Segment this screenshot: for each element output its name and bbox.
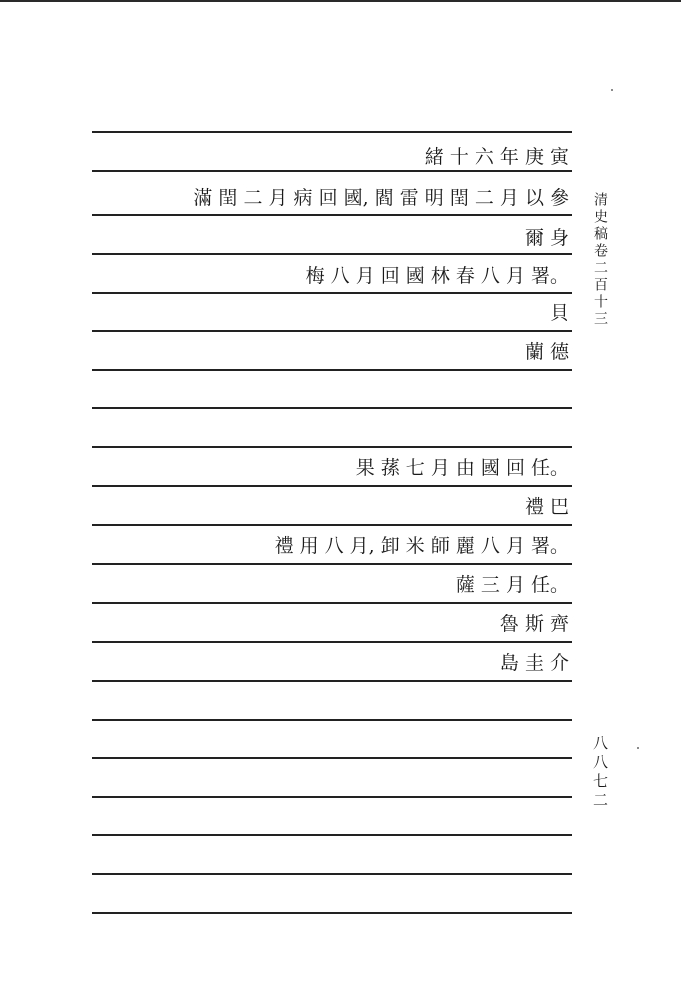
scan-speck — [637, 747, 639, 749]
rule-line — [92, 214, 572, 216]
row-text: 果 蓀 七 月 由 國 回 任。 — [355, 456, 569, 479]
rule-line — [92, 485, 572, 487]
table-row — [356, 450, 569, 482]
running-title: 清史稿卷二百十三 — [592, 192, 608, 328]
table-row — [525, 220, 569, 252]
rule-line — [92, 131, 572, 133]
rule-line — [92, 719, 572, 721]
row-text: 島 圭 介 — [499, 651, 569, 674]
row-text: 滿 閏 二 月 病 回 國, 閻 雷 明 閏 二 月 以 參 — [193, 186, 569, 209]
top-border — [0, 0, 681, 2]
table-row — [525, 334, 569, 366]
table-row — [500, 606, 569, 638]
table-row — [550, 295, 569, 327]
rule-line — [92, 524, 572, 526]
rule-line — [92, 369, 572, 371]
rule-line — [92, 407, 572, 409]
rule-line — [92, 253, 572, 255]
table-row — [306, 258, 569, 290]
table-row — [425, 139, 569, 171]
scan-speck — [611, 89, 613, 91]
row-text: 禮 巴 — [524, 495, 569, 518]
table-row — [525, 489, 569, 521]
rule-line — [92, 602, 572, 604]
row-text: 蘭 德 — [524, 340, 569, 363]
rule-line — [92, 292, 572, 294]
rule-line — [92, 446, 572, 448]
rule-line — [92, 330, 572, 332]
row-text: 禮 用 八 月, 卸 米 師 麗 八 月 署。 — [274, 534, 569, 557]
rule-line — [92, 912, 572, 914]
page-number: 八八七二 — [591, 735, 609, 811]
rule-line — [92, 563, 572, 565]
rule-line — [92, 834, 572, 836]
row-text: 魯 斯 齊 — [499, 612, 569, 635]
rule-line — [92, 757, 572, 759]
row-text: 緒 十 六 年 庚 寅 — [424, 145, 569, 168]
row-text: 梅 八 月 回 國 林 春 八 月 署。 — [305, 264, 569, 287]
row-text: 薩 三 月 任。 — [455, 573, 569, 596]
rule-line — [92, 680, 572, 682]
row-text: 貝 — [549, 301, 569, 324]
rule-line — [92, 796, 572, 798]
table-row — [275, 528, 569, 560]
rule-line — [92, 641, 572, 643]
row-text: 爾 身 — [524, 226, 569, 249]
table-row — [193, 180, 569, 212]
rule-line — [92, 873, 572, 875]
table-row — [500, 645, 569, 677]
table-row — [456, 567, 569, 599]
